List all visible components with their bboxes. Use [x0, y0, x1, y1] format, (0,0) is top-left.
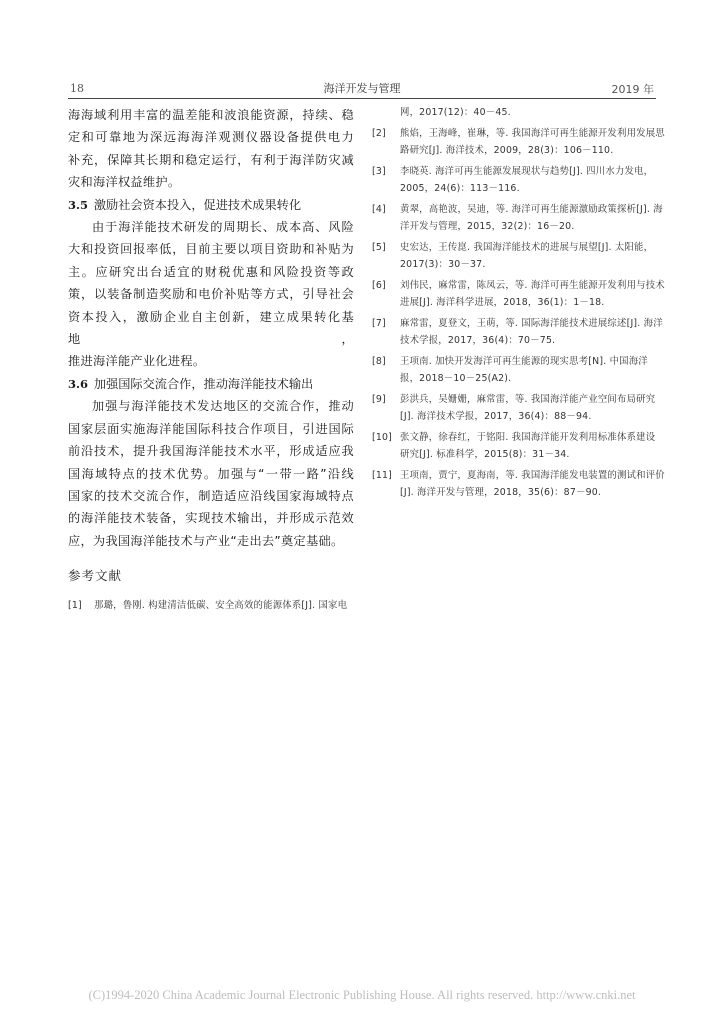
- text-line: 灾和海洋权益维护。: [68, 175, 181, 190]
- reference-item: [372, 429, 656, 463]
- reference-list: [372, 125, 665, 501]
- text-line: 主。应研究出台适宜的财税优惠和风险投资等政: [68, 264, 354, 279]
- reference-text: 王项南. 加快开发海洋可再生能源的现实思考[N]. 中国海洋: [400, 356, 648, 367]
- text-line: 大和投资回报率低，目前主要以项目资助和补贴为: [68, 242, 354, 257]
- reference-text: 张文静，徐春红，于铭阳. 我国海洋能开发利用标准体系建设: [400, 432, 656, 443]
- reference-item: [372, 391, 656, 425]
- text-line: 由于海洋能技术研发的周期长、成本高、风险: [92, 220, 354, 235]
- reference-text: 洋开发与管理，2015，32(2)：16－20.: [400, 221, 575, 232]
- text-line: 应，为我国海洋能技术与产业“走出去”奠定基础。: [68, 533, 344, 548]
- paragraph-renewable-use: [68, 104, 354, 194]
- page-header: [0, 0, 724, 100]
- reference-text: 熊焰，王海峰，崔琳，等. 我国海洋可再生能源开发利用发展思: [400, 128, 665, 139]
- reference-text: 麻常雷，夏登文，王萌，等. 国际海洋能技术进展综述[J]. 海洋: [400, 318, 663, 329]
- section-title: 加强国际交流合作，推动海洋能技术输出: [93, 376, 314, 391]
- reference-item: [372, 315, 663, 349]
- reference-text: 李晓英. 海洋可再生能源发展现状与趋势[J]. 四川水力发电，: [400, 166, 654, 177]
- reference-item-1-continued: [372, 104, 656, 121]
- reference-text: [J]. 海洋开发与管理，2018，35(6)：87－90.: [400, 487, 602, 498]
- text-line: 资本投入，激励企业自主创新，建立成果转化基地，: [68, 309, 354, 347]
- reference-item: [372, 163, 656, 197]
- reference-text: 史宏达，王传崑. 我国海洋能技术的进展与展望[J]. 太阳能，: [400, 242, 654, 253]
- reference-text: 彭洪兵，吴姗姗，麻常雷，等. 我国海洋能产业空间布局研究: [400, 394, 656, 405]
- reference-number: [3]: [372, 166, 386, 177]
- reference-number: [4]: [372, 204, 386, 215]
- text-line: 前沿技术，提升我国海洋能技术水平，形成适应我: [68, 444, 354, 459]
- reference-text: 报，2018－10－25(A2).: [400, 373, 512, 384]
- reference-number: [6]: [372, 280, 386, 291]
- section-title: 激励社会资本投入，促进技术成果转化: [93, 197, 302, 212]
- header-rule: [68, 98, 656, 99]
- section-heading-3-6: [68, 373, 354, 395]
- text-line: 国家的技术交流合作，制造适应沿线国家海域特点: [68, 488, 354, 503]
- reference-text: 王项南，贾宁，夏海南，等. 我国海洋能发电装置的测试和评价: [400, 470, 665, 481]
- reference-number: [5]: [372, 242, 386, 253]
- reference-text: 进展[J]. 海洋科学进展，2018，36(1)：1－18.: [400, 297, 605, 308]
- paragraph-social-capital: [68, 216, 354, 373]
- references-heading: 参考文献: [68, 568, 123, 584]
- reference-item: [372, 125, 665, 159]
- reference-item: [372, 201, 663, 235]
- text-line: 定和可靠地为深远海海洋观测仪器设备提供电力: [68, 130, 354, 145]
- reference-text: 2017(3)：30－37.: [400, 259, 486, 270]
- text-line: 海海域利用丰富的温差能和波浪能资源，持续、稳: [68, 108, 354, 122]
- reference-text: 刘伟民，麻常雷，陈凤云，等. 海洋可再生能源开发利用与技术: [400, 280, 665, 291]
- reference-number: [8]: [372, 356, 386, 367]
- text-line: 国海域特点的技术优势。加强与“一带一路”沿线: [68, 466, 354, 481]
- text-line: 加强与海洋能技术发达地区的交流合作，推动: [92, 399, 354, 414]
- reference-text: [J]. 海洋技术学报，2017，36(4)：88－94.: [400, 411, 592, 422]
- reference-number: [2]: [372, 128, 386, 139]
- reference-text: 研究[J]. 标准科学，2015(8)：31－34.: [400, 449, 570, 460]
- reference-text: 路研究[J]. 海洋技术，2009，28(3)：106－110.: [400, 145, 614, 156]
- text-line: 的海洋能技术装备，实现技术输出，并形成示范效: [68, 511, 354, 526]
- reference-item: [372, 277, 665, 311]
- reference-text: 技术学报，2017，36(4)：70－75.: [400, 335, 556, 346]
- section-number: 3.5: [68, 197, 89, 212]
- text-line: 补充，保障其长期和稳定运行，有利于海洋防灾减: [68, 152, 354, 167]
- section-heading-3-5: [68, 194, 354, 216]
- reference-text: 网，2017(12)：40－45.: [400, 107, 511, 118]
- reference-number: [11]: [372, 470, 393, 481]
- text-line: 国家层面实施海洋能国际科技合作项目，引进国际: [68, 421, 354, 436]
- copyright-footer: (C)1994-2020 China Academic Journal Electronic Publishing House. All rights reserved. http://www.cnki.net: [88, 988, 636, 1002]
- reference-text: 2005，24(6)：113－116.: [400, 183, 520, 194]
- reference-item: [372, 467, 665, 501]
- page-number: 18: [70, 82, 84, 95]
- reference-number: [10]: [372, 432, 393, 443]
- reference-item: [372, 239, 656, 273]
- reference-text: 那璐，鲁刚. 构建清洁低碳、安全高效的能源体系[J]. 国家电: [94, 600, 348, 612]
- section-number: 3.6: [68, 376, 89, 391]
- paragraph-international-cooperation: [68, 395, 354, 552]
- reference-text: 黄翠，高艳波，吴迪，等. 海洋可再生能源激励政策探析[J]. 海: [400, 204, 663, 215]
- reference-number: [7]: [372, 318, 386, 329]
- journal-title: 海洋开发与管理: [323, 82, 401, 95]
- issue-year: 2019 年: [611, 83, 654, 96]
- text-line: 策，以装备制造奖励和电价补贴等方式，引导社会: [68, 287, 354, 302]
- left-column: [68, 104, 354, 613]
- reference-number: [1]: [68, 600, 82, 612]
- text-line: 推进海洋能产业化进程。: [68, 354, 206, 369]
- reference-item-1: [68, 598, 354, 613]
- reference-item: [372, 353, 656, 387]
- right-column: [372, 104, 665, 505]
- reference-number: [9]: [372, 394, 386, 405]
